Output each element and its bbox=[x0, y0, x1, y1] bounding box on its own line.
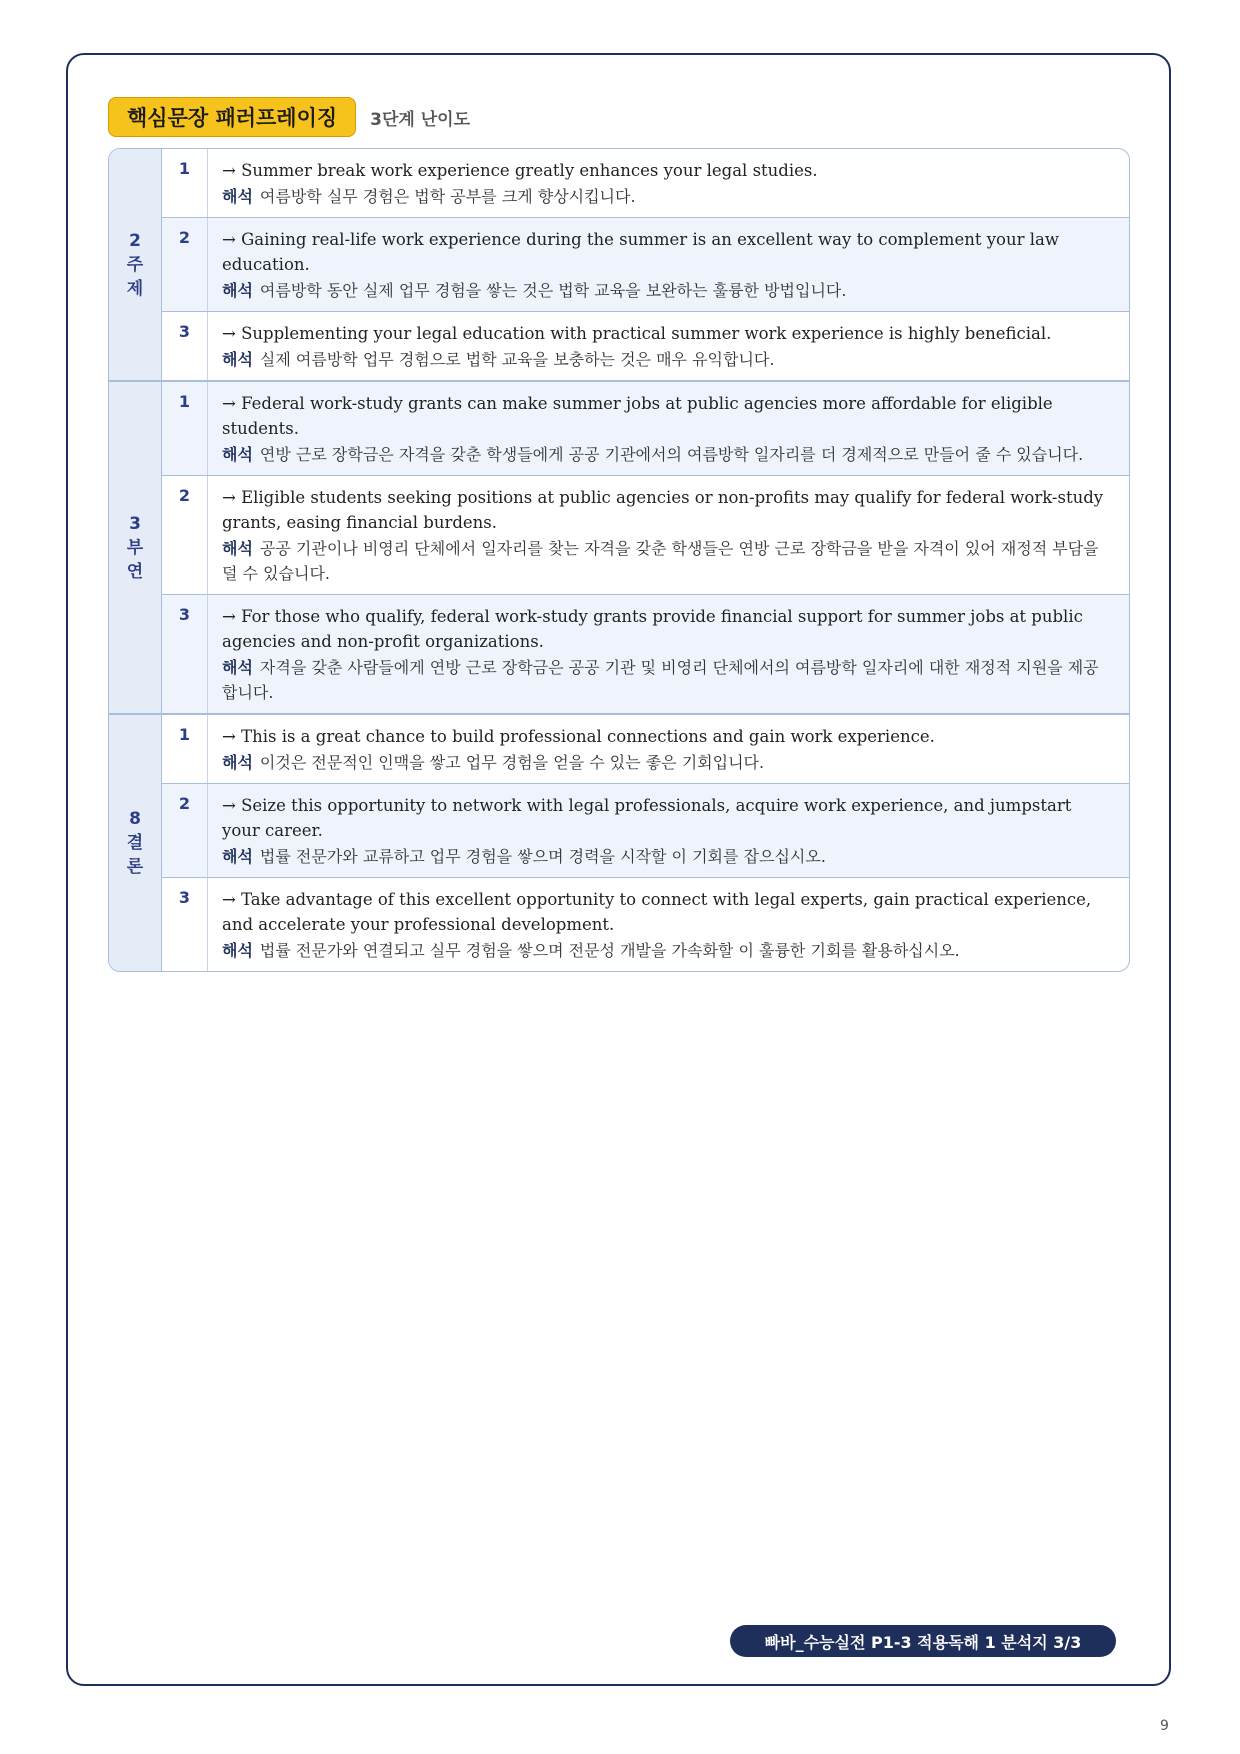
group-label bbox=[109, 715, 162, 971]
translation-text: 여름방학 실무 경험은 법학 공부를 크게 향상시킵니다. bbox=[259, 187, 636, 206]
translation-text: 연방 근로 장학금은 자격을 갖춘 학생들에게 공공 기관에서의 여름방학 일자리를 더 경제적으로 만들어 줄 수 있습니다. bbox=[259, 445, 1084, 464]
english-sentence: → This is a great chance to build professional connections and gain work experience. bbox=[222, 727, 935, 746]
table-row bbox=[162, 218, 1129, 312]
translation-text: 자격을 갖춘 사람들에게 연방 근로 장학금은 공공 기관 및 비영리 단체에서의 여름방학 일자리에 대한 재정적 지원을 제공합니다. bbox=[222, 658, 1099, 702]
korean-translation bbox=[222, 844, 1113, 869]
korean-translation bbox=[222, 278, 1113, 303]
korean-translation bbox=[222, 442, 1113, 467]
group-label-number: 2 bbox=[129, 230, 141, 251]
translation-text: 공공 기관이나 비영리 단체에서 일자리를 찾는 자격을 갖춘 학생들은 연방 근로 장학금을 받을 자격이 있어 재정적 부담을 덜 수 있습니다. bbox=[222, 539, 1099, 583]
group-label-char: 연 bbox=[126, 561, 144, 582]
paragraph-group-conclusion bbox=[109, 715, 1129, 971]
section-title-badge: 핵심문장 패러프레이징 bbox=[108, 97, 356, 137]
group-label-number: 8 bbox=[129, 809, 141, 829]
english-sentence: → Summer break work experience greatly enhances your legal studies. bbox=[222, 161, 818, 180]
korean-translation bbox=[222, 655, 1113, 705]
translation-label: 해석 bbox=[222, 847, 253, 866]
table-row bbox=[162, 715, 1129, 784]
table-row bbox=[162, 312, 1129, 380]
group-label-number: 3 bbox=[129, 513, 141, 534]
translation-text: 여름방학 동안 실제 업무 경험을 쌓는 것은 법학 교육을 보완하는 훌륭한 방법입니다. bbox=[259, 281, 847, 300]
translation-label: 해석 bbox=[222, 941, 253, 960]
translation-text: 법률 전문가와 교류하고 업무 경험을 쌓으며 경력을 시작할 이 기회를 잡으십시오. bbox=[259, 847, 826, 866]
group-label-char: 주 bbox=[126, 254, 144, 275]
row-number: 1 bbox=[162, 149, 208, 217]
english-sentence: → Take advantage of this excellent opportunity to connect with legal experts, gain practical experience, and accelerate your professional development. bbox=[222, 890, 1092, 934]
row-number: 3 bbox=[162, 595, 208, 713]
row-number: 2 bbox=[162, 476, 208, 594]
row-number: 2 bbox=[162, 784, 208, 877]
english-sentence: → Seize this opportunity to network with legal professionals, acquire work experience, and jumpstart your career. bbox=[222, 796, 1072, 840]
translation-text: 이것은 전문적인 인맥을 쌓고 업무 경험을 얻을 수 있는 좋은 기회입니다. bbox=[259, 753, 765, 772]
section-header bbox=[108, 96, 470, 138]
group-label-char: 제 bbox=[126, 278, 144, 299]
korean-translation bbox=[222, 184, 1113, 209]
translation-label: 해석 bbox=[222, 539, 253, 558]
translation-label: 해석 bbox=[222, 753, 253, 772]
translation-text: 법률 전문가와 연결되고 실무 경험을 쌓으며 전문성 개발을 가속화할 이 훌륭한 기회를 활용하십시오. bbox=[259, 941, 960, 960]
table-row bbox=[162, 595, 1129, 713]
row-number: 3 bbox=[162, 312, 208, 380]
group-label-char: 론 bbox=[126, 857, 144, 877]
paragraph-group-supporting bbox=[109, 382, 1129, 715]
paragraph-group-topic bbox=[109, 149, 1129, 382]
group-label bbox=[109, 149, 162, 380]
row-number: 1 bbox=[162, 715, 208, 783]
table-row bbox=[162, 476, 1129, 595]
table-row bbox=[162, 149, 1129, 218]
group-label-char: 부 bbox=[126, 537, 144, 558]
english-sentence: → For those who qualify, federal work-study grants provide financial support for summer jobs at public agencies and non-profit organizations. bbox=[222, 607, 1083, 651]
paraphrase-table bbox=[108, 148, 1130, 972]
table-row bbox=[162, 784, 1129, 878]
english-sentence: → Federal work-study grants can make summer jobs at public agencies more affordable for eligible students. bbox=[222, 394, 1053, 438]
row-number: 3 bbox=[162, 878, 208, 971]
group-label bbox=[109, 382, 162, 713]
korean-translation bbox=[222, 938, 1113, 963]
translation-label: 해석 bbox=[222, 187, 253, 206]
row-number: 2 bbox=[162, 218, 208, 311]
table-row bbox=[162, 382, 1129, 476]
table-row bbox=[162, 878, 1129, 971]
english-sentence: → Eligible students seeking positions at public agencies or non-profits may qualify for federal work-study grants, easing financial burdens. bbox=[222, 488, 1104, 532]
korean-translation bbox=[222, 347, 1113, 372]
korean-translation bbox=[222, 750, 1113, 775]
translation-label: 해석 bbox=[222, 658, 253, 677]
worksheet-footer-label: 빠바_수능실전 P1-3 적용독해 1 분석지 3/3 bbox=[730, 1625, 1116, 1657]
english-sentence: → Supplementing your legal education with practical summer work experience is highly beneficial. bbox=[222, 324, 1052, 343]
translation-text: 실제 여름방학 업무 경험으로 법학 교육을 보충하는 것은 매우 유익합니다. bbox=[259, 350, 775, 369]
english-sentence: → Gaining real-life work experience during the summer is an excellent way to complement your law education. bbox=[222, 230, 1059, 274]
row-number: 1 bbox=[162, 382, 208, 475]
translation-label: 해석 bbox=[222, 445, 253, 464]
group-label-char: 결 bbox=[126, 833, 144, 853]
difficulty-label: 3단계 난이도 bbox=[370, 109, 471, 130]
korean-translation bbox=[222, 536, 1113, 586]
page-number: 9 bbox=[1160, 1718, 1169, 1734]
translation-label: 해석 bbox=[222, 281, 253, 300]
translation-label: 해석 bbox=[222, 350, 253, 369]
